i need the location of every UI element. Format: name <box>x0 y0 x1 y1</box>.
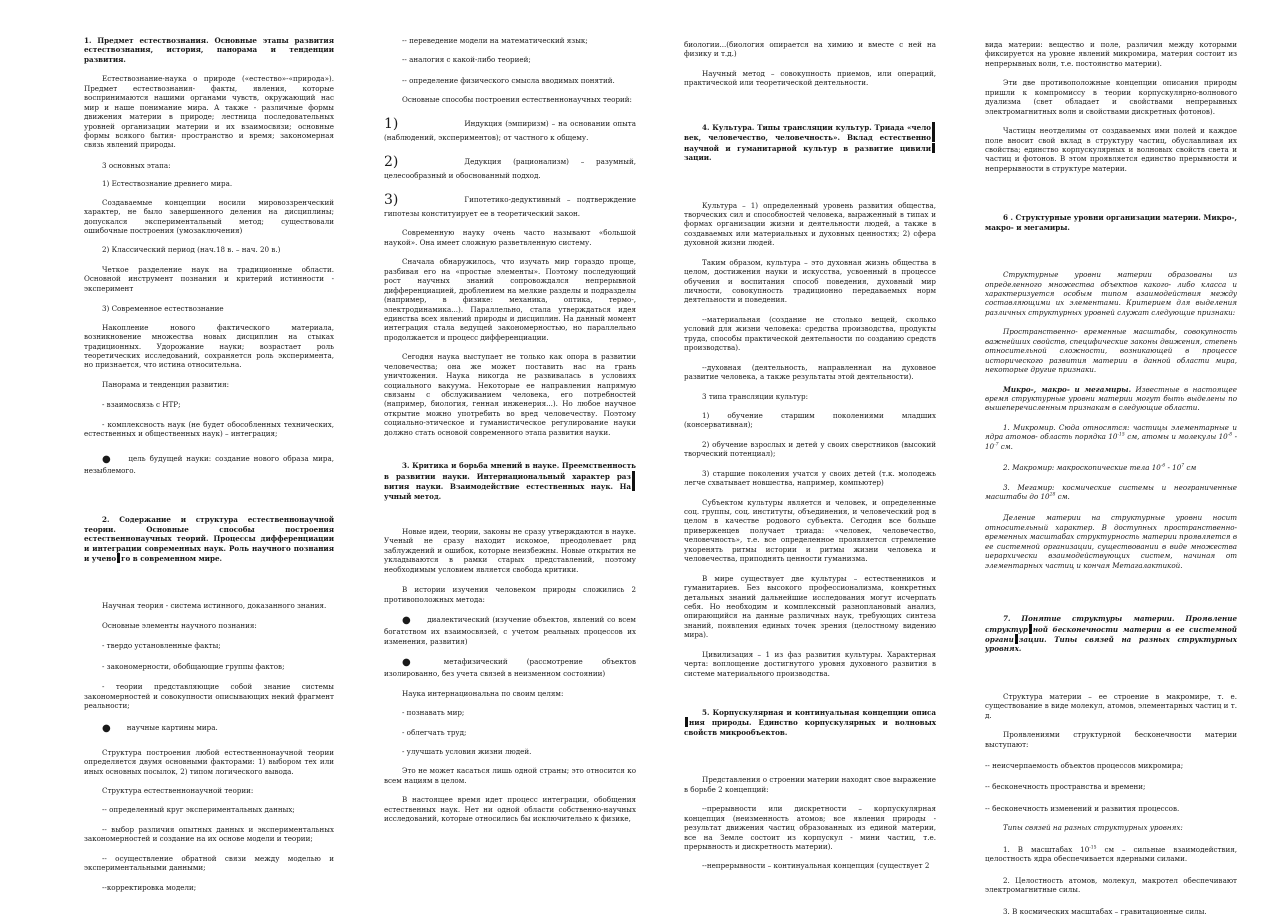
text-fragment: - 10 <box>985 432 1237 451</box>
paragraph-col1-3 <box>84 179 334 188</box>
text-fragment: Четкое разделение наук на традиционные области. Основной инструмент познания и критерий истинности - эксперимент <box>84 264 334 293</box>
text-cursor-mark <box>1015 634 1018 644</box>
paragraph-col1-8 <box>84 323 334 370</box>
paragraph-col1-7 <box>84 304 334 313</box>
paragraph-col4-19 <box>985 876 1237 895</box>
text-fragment: см <box>1184 463 1197 473</box>
text-fragment: 6 . Структурные уровни организации материи. Микро-, макро- и мегамиры. <box>985 213 1237 232</box>
text-fragment: -- аналогия с какой-либо теорией; <box>402 55 531 65</box>
superscript: 7 <box>1181 463 1185 469</box>
text-fragment: Деление материи на структурные уровни носит относительный характер. В доступных пространственно-временных масштабах структурность материи проявляется в ее системной организации, существовании в виде множества иерархически взаимодействующих систем, начиная от элементарных частиц и кончая Метагалактикой. <box>985 513 1237 570</box>
text-fragment: 1. Предмет естествознания. Основные этапы развития естествознания, история, панорама и тенденции развития. <box>84 36 334 64</box>
text-fragment: научной и гуманитарной культур в развитие цивили <box>684 143 931 153</box>
paragraph-col3-11 <box>684 498 936 564</box>
section-heading-col3-2 <box>684 122 936 163</box>
paragraph-col1-22 <box>84 805 334 814</box>
text-fragment: Субъектом культуры является и человек, и определенные соц. группы, соц. институты, объединения, и человеческий род в целом в качестве родового субъекта. Сегодня все больше приверженцев получает триада: «человек, человечество, человечность», т.е. все определенное проявляется стремление укоренять ритмы истории и ритмы жизни человека и человечества, приподнять ценности гуманизма. <box>684 497 936 564</box>
paragraph-col1-9 <box>84 380 334 389</box>
text-cursor-mark <box>632 471 635 481</box>
paragraph-col1-17 <box>84 662 334 671</box>
text-fragment: 1) обучение старшим поколениями младших (консервативная); <box>684 410 936 430</box>
text-fragment: Создаваемые концепции носили мировоззренческий характер, не было завершенного деления на дисциплины; допускался экспериментальный метод; существовали ошибочные построения (умозаключения) <box>84 197 334 235</box>
section-heading-col4-3 <box>985 213 1237 232</box>
paragraph-col2-13 <box>384 614 636 646</box>
text-fragment: 3) старшие поколения учатся у своих детей (т.к. молодежь легче схватывает новшества, например, компьютер) <box>684 468 936 488</box>
text-fragment: вида материи: вещество и поле, различия между которыми фиксируется на уровне явлений микромира, материя состоит из непрерывных волн, т.е. постоянство материи). <box>985 40 1237 68</box>
text-fragment: В истории изучения человеком природы сложились 2 противоположных метода: <box>384 585 636 604</box>
text-fragment: го в современном мире. <box>121 553 222 563</box>
text-fragment: --прерывности или дискретности – корпускулярная концепция (неизменность атомов; все явления природы - результат движения частиц образованных из единой материи, все на Земле состоит из корпускул - мини частиц, т.е. прерывность и дискретность материи). <box>684 804 936 851</box>
text-fragment: 4. Культура. Типы трансляции культур. Триада «чело <box>702 122 931 132</box>
text-fragment: 2. Макромир: макроскопические тела 10 <box>1003 463 1161 473</box>
text-fragment: диалектический (изучение объектов, явлений со всем богатством их взаимосвязей, с учетом реальных процессов их изменения, развития) <box>384 615 636 646</box>
text-fragment: Проявлениями структурной бесконечности материи выступают: <box>985 730 1237 749</box>
bullet-icon: ● <box>402 657 428 669</box>
text-fragment: биологии...(биология опирается на химию и вместе с ней на физику и т.д.) <box>684 40 936 59</box>
paragraph-col2-15 <box>384 689 636 698</box>
section-heading-col3-14 <box>684 708 936 737</box>
text-fragment: Современную науку очень часто называют «большой наукой». Она имеет сложную разветвленную систему. <box>384 228 636 247</box>
paragraph-col2-2 <box>384 76 636 85</box>
paragraph-col2-6 <box>384 191 636 219</box>
text-fragment: - познавать мир; <box>402 708 465 718</box>
paragraph-col3-9 <box>684 440 936 459</box>
text-fragment: 5. Корпускулярная и континуальная концепции описа <box>702 708 936 717</box>
paragraph-col2-7 <box>384 228 636 247</box>
paragraph-col3-4 <box>684 258 936 305</box>
paragraph-col2-5 <box>384 153 636 181</box>
text-fragment: Пространственно- временные масштабы, совокупность важнейших свойств, специфические законы движения, степень относительной сложности, возникающей в процессе исторического развития материи в данной области мира, некоторые другие признаки. <box>985 327 1237 375</box>
list-number: 1) <box>384 115 399 132</box>
section-heading-col1-13 <box>84 515 334 563</box>
text-fragment: 2. Содержание и структура естественнонаучной теории. Основные способы построения естественнонаучных теорий. Процессы дифференциации и интеграции современных наук. Роль научного познания и учено <box>84 515 334 563</box>
text-fragment: цель будущей науки: создание нового образа мира, незыблемого. <box>84 453 334 475</box>
paragraph-col4-8 <box>985 463 1237 472</box>
text-fragment: Цивилизация – 1 из фаз развития культуры. Характерная черта: воплощение достигнутого уровня духовного развития в системе материального производства. <box>684 649 936 678</box>
paragraph-col3-7 <box>684 392 936 401</box>
section-heading-col1-0 <box>84 36 334 64</box>
text-fragment: - теории представляющие собой знание системы закономерностей и совокупности описывающих некий фрагмент реальности; <box>84 682 334 710</box>
section-heading-col2-10 <box>384 461 636 501</box>
text-fragment: 3. Мегамир: космические системы и неограниченные масштабы до 10 <box>985 482 1237 501</box>
text-fragment: --непрерывности – континуальная концепция (существует 2 <box>702 861 930 871</box>
text-fragment: см, атомы и молекулы 10 <box>1124 432 1228 442</box>
paragraph-col3-0 <box>684 40 936 59</box>
text-fragment: научные картины мира. <box>126 723 218 733</box>
text-fragment: Таким образом, культура – это духовная жизнь общества в целом, достижения науки и искусства, усвоенный в процессе обучения и воспитания способ поведения, духовный мир личности, совокупность традиционно передаваемых норм деятельности и поведения. <box>684 257 936 305</box>
paragraph-col4-15 <box>985 782 1237 791</box>
text-fragment: 7. Понятие структуры материи. Проявление структур <box>985 614 1237 634</box>
text-cursor-mark <box>932 122 935 132</box>
paragraph-col2-9 <box>384 352 636 437</box>
text-fragment: Типы связей на разных структурных уровнях: <box>1003 823 1183 833</box>
paragraph-col4-4 <box>985 270 1237 317</box>
text-fragment: Структура материи – ее строение в макромире, т. е. существование в виде молекул, атомов, элементарных частиц и т. д. <box>985 691 1237 720</box>
paragraph-col1-16 <box>84 641 334 650</box>
text-fragment: ной бесконечности материи в ее системной органи <box>985 624 1237 644</box>
paragraph-col4-2 <box>985 126 1237 173</box>
paragraph-col1-24 <box>84 854 334 873</box>
text-fragment: 3. В космических масштабах – гравитационные силы. <box>1003 906 1207 916</box>
text-fragment: Индукция (эмпиризм) – на основании опыта (наблюдений, экспериментов); от частного к общему. <box>384 118 636 143</box>
paragraph-col4-17 <box>985 823 1237 832</box>
text-fragment: -- неисчерпаемость объектов процессов микромира; <box>985 761 1184 770</box>
text-fragment: 1. В масштабах 10 <box>1003 844 1090 854</box>
paragraph-col3-1 <box>684 69 936 88</box>
bullet-icon: ● <box>402 615 412 627</box>
text-fragment: Сегодня наука выступает не только как опора в развитии человечества; она же может поставить нас на грань уничтожения. Наука никогда не развивалась в условиях социального вакуума. Некоторые ее направления напрямую связаны с обслуживанием человека, его потребностей (например, биология, генная инженерия...). Но любое научное открытие можно употребить во вред человечеству. Поэтому социально-этическое и гуманистическое регулирование науки должно стать основой современного этапа развития науки. <box>384 352 636 437</box>
text-fragment: - закономерности, обобщающие группы фактов; <box>102 661 285 671</box>
paragraph-col3-16 <box>684 804 936 851</box>
text-fragment: Это не может касаться лишь одной страны; это относится ко всем нациям в целом. <box>384 766 636 785</box>
superscript: 28 <box>1049 492 1056 498</box>
text-fragment: Накопление нового фактического материала, возникновение множества новых дисциплин на стыках традиционных. Удорожание науки; возрастает роль теоретических исследований, сохраняется роль эксперимента, но признается, что истина относительна. <box>84 322 334 370</box>
paragraph-col3-3 <box>684 201 936 248</box>
text-fragment: - твердо установленные факты; <box>102 641 221 651</box>
text-fragment: В настоящее время идет процесс интеграции, обобщения естественных наук. Нет ни одной области собственно-научных исследований, которые относились бы исключительно к физике, <box>384 795 636 824</box>
paragraph-col4-12 <box>985 692 1237 720</box>
text-fragment: зации. <box>684 153 712 163</box>
paragraph-col4-10 <box>985 513 1237 570</box>
superscript: -15 <box>1089 845 1097 851</box>
text-fragment: -- переведение модели на математический язык; <box>402 36 588 45</box>
text-fragment: - облегчать труд; <box>402 727 467 737</box>
paragraph-col2-8 <box>384 257 636 342</box>
text-fragment: Микро-, макро- и мегамиры. <box>1003 384 1132 394</box>
text-fragment: Эти две противоположные концепции описания природы пришли к компромиссу в теории корпускулярно-волнового дуализма (свет обладает и свойствами непрерывных электромагнитных волн и свойствами дискретных фотонов). <box>985 78 1237 116</box>
paragraph-col1-25 <box>84 883 334 892</box>
text-fragment: зации. Типы связей на разных структурных уровнях. <box>985 634 1237 654</box>
paragraph-col3-6 <box>684 363 936 382</box>
column-2 <box>384 36 636 902</box>
paragraph-col4-9 <box>985 483 1237 502</box>
text-fragment: Научный метод – совокупность приемов, или операций, практической или теоретической деятельности. <box>684 68 936 88</box>
paragraph-col2-3 <box>384 95 636 104</box>
text-fragment: Научная теория - система истинного, доказанного знания. <box>102 601 327 611</box>
column-1 <box>84 36 334 902</box>
paragraph-col3-15 <box>684 775 936 794</box>
text-fragment: -- выбор различия опытных данных и экспериментальных закономерностей и создание на их основе модели и теории; <box>84 824 334 844</box>
text-fragment: - взаимосвязь с НТР; <box>102 400 181 410</box>
text-fragment: Гипотетико-дедуктивный – подтверждение гипотезы конституирует ее в теоретический закон. <box>384 194 636 219</box>
text-fragment: 3 основных этапа: <box>102 160 171 170</box>
paragraph-col4-0 <box>985 40 1237 68</box>
text-fragment: Структура построения любой естественнонаучной теории определяется двумя основными факторами: 1) выбором тех или иных основных посылок, 2) типом логического вывода. <box>84 747 334 776</box>
text-fragment: 2) Классический период (нач.18 в. – нач. 20 в.) <box>102 245 281 255</box>
paragraph-col1-1 <box>84 74 334 150</box>
text-fragment: см. <box>998 441 1013 451</box>
text-fragment: 3. Критика и борьба мнений в науке. Преемственность в развитии науки. Интернациональный характер раз <box>384 461 636 481</box>
paragraph-col3-10 <box>684 469 936 488</box>
paragraph-col4-5 <box>985 327 1237 374</box>
text-fragment: Культура – 1) определенный уровень развития общества, творческих сил и способностей человека, выраженный в типах и формах организации жизни и деятельности людей, а также в создаваемых или материальных и духовных ценностях; 2) сфера духовной жизни людей. <box>684 200 936 248</box>
text-fragment: -- определенный круг экспериментальных данных; <box>102 805 295 815</box>
text-fragment: -- определение физического смысла вводимых понятий. <box>402 75 615 85</box>
paragraph-col1-10 <box>84 400 334 409</box>
paragraph-col3-5 <box>684 315 936 353</box>
superscript: -8 <box>1227 432 1233 438</box>
superscript: -15 <box>1117 432 1125 438</box>
text-fragment: 1. Микромир. Сюда относятся: частицы элементарные и ядра атомов- область порядка 10 <box>985 422 1237 442</box>
text-fragment: Частицы неотделимы от создаваемых ими полей и каждое поле вносит свой вклад в структуру частиц, обуславливая их свойства; единство корпускулярных и волновых свойств света и частиц и фотонов. В этом проявляется единство прерывности и непрерывности в структуре материи. <box>985 126 1237 173</box>
paragraph-col1-12 <box>84 453 334 476</box>
text-fragment: 2. Целостность атомов, молекул, макротел обеспечивают электромагнитные силы. <box>985 875 1237 895</box>
text-fragment: -- осуществление обратной связи между моделью и экспериментальными данными; <box>84 853 334 873</box>
text-cursor-mark <box>932 143 935 153</box>
text-fragment: учный метод. <box>384 491 442 501</box>
text-fragment: Структура естественнонаучной теории: <box>102 785 254 795</box>
paragraph-col2-4 <box>384 115 636 143</box>
text-fragment: В мире существует две культуры – естественников и гуманитариев. Без высокого профессионализма, конкретных детальных знаний дальнейшие исследования могут исчерпать себя. Но необходим и комплексный разноплановый анализ, опирающийся на данные различных наук, требующих синтеза знаний, появления единых точек зрения (целостному видению мира). <box>684 573 936 640</box>
superscript: -7 <box>994 442 999 448</box>
paragraph-col4-6 <box>985 385 1237 413</box>
paragraph-col1-19 <box>84 722 334 735</box>
paragraph-col2-18 <box>384 747 636 756</box>
text-fragment: - комплексность наук (не будет обособленных технических, естественных и общественных наук) – интеграция; <box>84 419 334 439</box>
text-cursor-mark <box>685 717 688 727</box>
text-fragment: 2) обучение взрослых и детей у своих сверстников (высокий творческий потенциал); <box>684 439 936 459</box>
paragraph-col2-1 <box>384 55 636 64</box>
text-fragment: Дедукция (рационализм) – разумный, целесообразный и обоснованный подход. <box>384 156 636 181</box>
paragraph-col4-1 <box>985 78 1237 116</box>
text-fragment: Наука интернациональна по своим целям: <box>402 688 564 698</box>
text-fragment: - улучшать условия жизни людей. <box>402 747 532 757</box>
text-fragment: вития науки. Взаимодействие естественных наук. На <box>384 482 631 492</box>
text-fragment: век, человечество, человечность». Вклад естественно <box>684 133 931 143</box>
paragraph-col3-13 <box>684 650 936 678</box>
paragraph-col1-23 <box>84 825 334 844</box>
text-cursor-mark <box>117 553 120 563</box>
text-fragment: --материальная (создание не столько вещей, сколько условий для жизни человека: средства производства, продукты труда, способы практической деятельности по созданию средств производства). <box>684 314 936 353</box>
paragraph-col3-12 <box>684 574 936 640</box>
text-fragment: 3) Современное естествознание <box>102 304 224 314</box>
paragraph-col1-6 <box>84 265 334 293</box>
paragraph-col4-16 <box>985 804 1237 813</box>
column-4 <box>985 40 1238 916</box>
text-fragment: -- бесконечность изменений и развития процессов. <box>985 803 1180 813</box>
text-fragment: метафизический (рассмотрение объектов изолированно, без учета связей в неизменном состоянии) <box>384 657 637 679</box>
bullet-icon: ● <box>102 453 113 465</box>
text-fragment: см. <box>1055 492 1070 501</box>
paragraph-col2-19 <box>384 766 636 785</box>
paragraph-col4-13 <box>985 730 1237 749</box>
text-fragment: -- бесконечность пространства и времени; <box>985 782 1146 792</box>
paragraph-col4-14 <box>985 761 1237 770</box>
paragraph-col1-14 <box>84 601 334 610</box>
text-fragment: - 10 <box>1165 463 1182 473</box>
paragraph-col1-18 <box>84 682 334 710</box>
paragraph-col3-17 <box>684 861 936 870</box>
column-3 <box>684 40 936 906</box>
text-fragment: 3 типа трансляции культур: <box>702 391 808 401</box>
paragraph-col2-16 <box>384 708 636 717</box>
paragraph-col4-7 <box>985 423 1237 451</box>
text-fragment: Панорама и тенденция развития: <box>102 379 230 389</box>
paragraph-col2-11 <box>384 527 636 574</box>
section-heading-col4-11 <box>985 614 1237 654</box>
paragraph-col2-20 <box>384 795 636 823</box>
text-fragment: Основные элементы научного познания: <box>102 620 257 630</box>
paragraph-col1-5 <box>84 245 334 254</box>
paragraph-col1-11 <box>84 420 334 439</box>
paragraph-col2-12 <box>384 585 636 604</box>
paragraph-col1-15 <box>84 621 334 630</box>
text-fragment: 1) Естествознание древнего мира. <box>102 179 233 189</box>
paragraph-col3-8 <box>684 411 936 430</box>
bullet-icon: ● <box>102 723 111 735</box>
superscript: -6 <box>1160 463 1166 469</box>
text-cursor-mark <box>632 481 635 491</box>
text-fragment: Естествознание-наука о природе («естество»-«природа»). Предмет естествознания- факты, явления, которые воспринимаются нашими органами чувств, окружающий нас мир и наше понимание мира. А также - различные формы движения материи в природе; лестница последовательных уровней организации материи и их взаимосвязи; основные формы всякого бытия- пространство и время; закономерная связь явлений природы. <box>84 74 334 150</box>
paragraph-col4-18 <box>985 845 1237 864</box>
text-fragment: Структурные уровни материи образованы из определенного множества объектов какого- либо класса и характеризуется особым типом взаимодействия между составляющими их элементами. Критерием для выделения различных структурных уровней служат следующие признаки: <box>985 270 1237 317</box>
text-fragment: Известные в настоящее время структурные уровни материи могут быть выделены по вышеперечисленным признакам в следующие области. <box>985 384 1238 413</box>
text-fragment: ния природы. Единство корпускулярных и волновых свойств микрообъектов. <box>684 718 936 737</box>
paragraph-col1-2 <box>84 161 334 170</box>
paragraph-col1-20 <box>84 748 334 776</box>
list-number: 3) <box>384 191 399 208</box>
text-fragment: --духовная (деятельность, направленная на духовное развитие человека, а также результаты этой деятельности). <box>684 362 936 382</box>
paragraph-col2-14 <box>384 656 636 679</box>
paragraph-col2-0 <box>384 36 636 45</box>
text-fragment: см – сильные взаимодействия, целостность ядра обеспечивается ядерными силами. <box>985 844 1237 864</box>
text-fragment: Новые идеи, теории, законы не сразу утверждаются в науке. Ученый не сразу находит искомое, преодолевает ряд заблуждений и ошибок, которые неизбежны. Новые открытия не укладываются в рамки старых представлений, поэтому необходимым условием является свобода критики. <box>384 526 636 574</box>
text-fragment: Основные способы построения естественнонаучных теорий: <box>402 95 632 105</box>
text-cursor-mark <box>932 132 935 142</box>
text-fragment: Представления о строении материи находят свое выражение в борьбе 2 концепций: <box>684 775 936 794</box>
paragraph-col1-4 <box>84 198 334 236</box>
paragraph-col4-20 <box>985 907 1237 916</box>
paragraph-col2-17 <box>384 728 636 737</box>
text-fragment: Сначала обнаружилось, что изучать мир гораздо проще, разбивая его на «простые элементы». Поэтому последующий рост научных знаний сопровождался непрерывной дифференциацией, дроблением на мелкие разделы и подразделы (например, в физике: механика, оптика, термо-, электродинамика...). Параллельно, стала утверждаться идея единства всех явлений природы и дисциплин. На данный момент интеграция стала ведущей закономерностью, но параллельно продолжается и процесс дифференциации. <box>384 257 636 342</box>
text-fragment: --корректировка модели; <box>102 882 197 892</box>
text-cursor-mark <box>1029 624 1032 634</box>
list-number: 2) <box>384 153 399 170</box>
paragraph-col1-21 <box>84 786 334 795</box>
